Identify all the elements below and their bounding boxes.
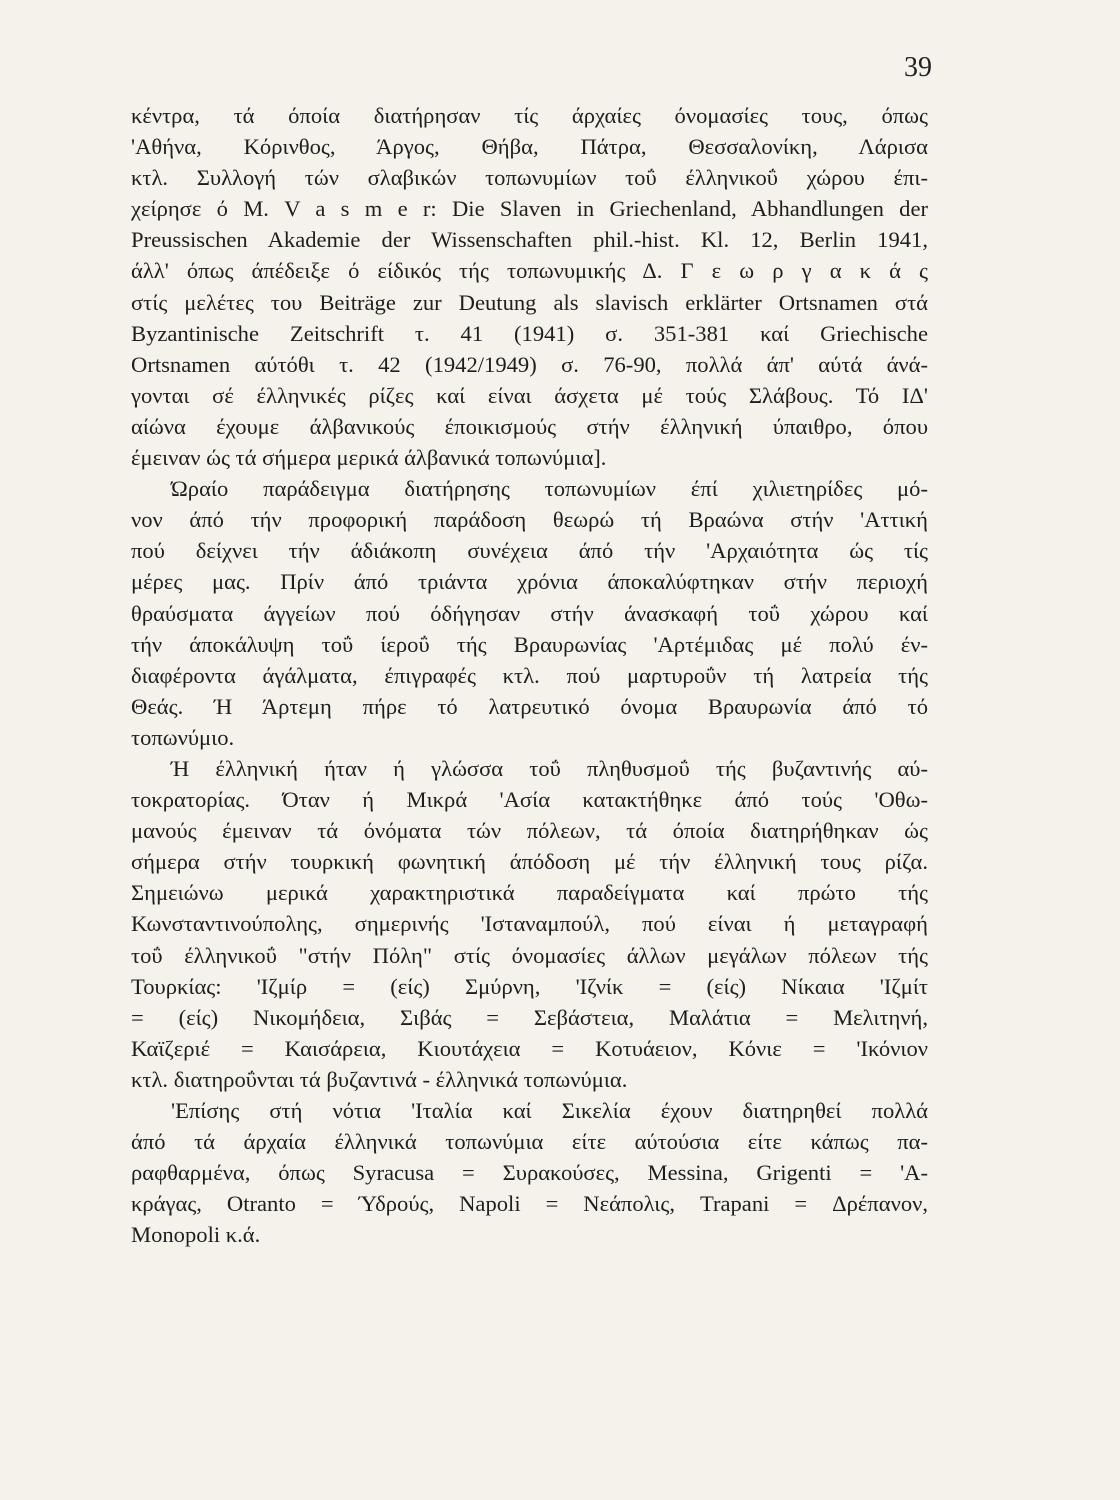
text-line: Θεάς. Ή Άρτεμη πήρε τό λατρευτικό όνομα Βραυρωνία άπό τό (131, 693, 928, 719)
text-line: κέντρα, τά όποία διατήρησαν τίς άρχαίες όνομασίες τους, όπως (131, 103, 928, 128)
text-line: χείρησε ό Μ. V a s m e r: Die Slaven in Griechenland, Abhandlungen der (131, 196, 928, 222)
text-line: κτλ. διατηροΰνται τά βυζαντινά - έλληνικά τοπωνύμια. (131, 1066, 628, 1092)
text-line: νον άπό τήν προφορική παράδοση θεωρώ τή Βραώνα στήν 'Αττική (131, 507, 928, 533)
text-line: τοκρατορίας. Όταν ή Μικρά 'Ασία κατακτήθηκε άπό τούς 'Οθω- (131, 787, 928, 813)
paragraph-2 (131, 473, 928, 753)
body-text (131, 100, 928, 1250)
text-line: στίς μελέτες του Beiträge zur Deutung als slavisch erklärter Ortsnamen στά (131, 289, 928, 315)
text-line: κράγας, Otranto = Ύδρούς, Napoli = Νεάπολις, Trapani = Δρέπανον, (131, 1191, 928, 1217)
text-line: Ortsnamen αύτόθι τ. 42 (1942/1949) σ. 76-90, πολλά άπ' αύτά άνά- (131, 351, 928, 377)
text-line: Σημειώνω μερικά χαρακτηριστικά παραδείγματα καί πρώτο τής (131, 880, 928, 906)
text-line: θραύσματα άγγείων πού όδήγησαν στήν άνασκαφή τοΰ χώρου καί (131, 600, 928, 626)
text-line: αίώνα έχουμε άλβανικούς έποικισμούς στήν έλληνική ύπαιθρο, όπου (131, 413, 928, 439)
text-line: άπό τά άρχαία έλληνικά τοπωνύμια είτε αύτούσια είτε κάπως πα- (131, 1129, 928, 1155)
paragraph-1 (131, 100, 928, 473)
text-line: Τουρκίας: 'Ιζμίρ = (είς) Σμύρνη, 'Ιζνίκ = (είς) Νίκαια 'Ιζμίτ (131, 973, 928, 999)
text-line: Ή έλληνική ήταν ή γλώσσα τοΰ πληθυσμοΰ τής βυζαντινής αύ- (171, 755, 928, 781)
text-line: ραφθαρμένα, όπως Syracusa = Συρακούσες, Messina, Grigenti = 'Α- (131, 1160, 928, 1186)
text-line: Κωνσταντινούπολης, σημερινής 'Ισταναμπούλ, πού είναι ή μεταγραφή (131, 911, 928, 937)
text-line: Byzantinische Zeitschrift τ. 41 (1941) σ. 351-381 καί Griechische (131, 320, 928, 346)
text-line: = (είς) Νικομήδεια, Σιβάς = Σεβάστεια, Μαλάτια = Μελιτηνή, (131, 1004, 928, 1030)
paragraph-3 (131, 753, 928, 1095)
text-line: Ώραίο παράδειγμα διατήρησης τοπωνυμίων έπί χιλιετηρίδες μό- (171, 476, 928, 502)
text-line: Monopoli κ.ά. (131, 1222, 261, 1248)
text-line: 'Αθήνα, Κόρινθος, Άργος, Θήβα, Πάτρα, Θεσσαλονίκη, Λάρισα (131, 134, 928, 160)
text-line: γονται σέ έλληνικές ρίζες καί είναι άσχετα μέ τούς Σλάβους. Τό ΙΔ' (131, 382, 928, 408)
text-line: μέρες μας. Πρίν άπό τριάντα χρόνια άποκαλύφτηκαν στήν περιοχή (131, 569, 928, 595)
text-line: τοπωνύμιο. (131, 724, 235, 750)
text-line: μανούς έμειναν τά όνόματα τών πόλεων, τά όποία διατηρήθηκαν ώς (131, 818, 928, 844)
text-line: Preussischen Akademie der Wissenschaften phil.-hist. Kl. 12, Berlin 1941, (131, 227, 928, 253)
paragraph-4 (131, 1095, 928, 1250)
text-line: σήμερα στήν τουρκική φωνητική άπόδοση μέ τήν έλληνική τους ρίζα. (131, 849, 928, 875)
text-line: τήν άποκάλυψη τοΰ ίεροΰ τής Βραυρωνίας 'Αρτέμιδας μέ πολύ έν- (131, 631, 928, 657)
text-line: πού δείχνει τήν άδιάκοπη συνέχεια άπό τήν 'Αρχαιότητα ώς τίς (131, 538, 928, 564)
text-line: διαφέροντα άγάλματα, έπιγραφές κτλ. πού μαρτυροΰν τή λατρεία τής (131, 662, 928, 688)
text-line: έμειναν ώς τά σήμερα μερικά άλβανικά τοπωνύμια]. (131, 445, 607, 471)
page-number: 39 (904, 52, 932, 83)
text-line: 'Επίσης στή νότια 'Ιταλία καί Σικελία έχουν διατηρηθεί πολλά (171, 1098, 928, 1123)
text-line: τοΰ έλληνικοΰ "στήν Πόλη" στίς όνομασίες άλλων μεγάλων πόλεων τής (131, 942, 928, 968)
text-line: Καϊζεριέ = Καισάρεια, Κιουτάχεια = Κοτυάειον, Κόνιε = 'Ικόνιον (131, 1035, 928, 1061)
text-line: άλλ' όπως άπέδειξε ό είδικός τής τοπωνυμικής Δ. Γ ε ω ρ γ α κ ά ς (131, 258, 928, 284)
text-line: κτλ. Συλλογή τών σλαβικών τοπωνυμίων τοΰ έλληνικοΰ χώρου έπι- (131, 165, 928, 191)
